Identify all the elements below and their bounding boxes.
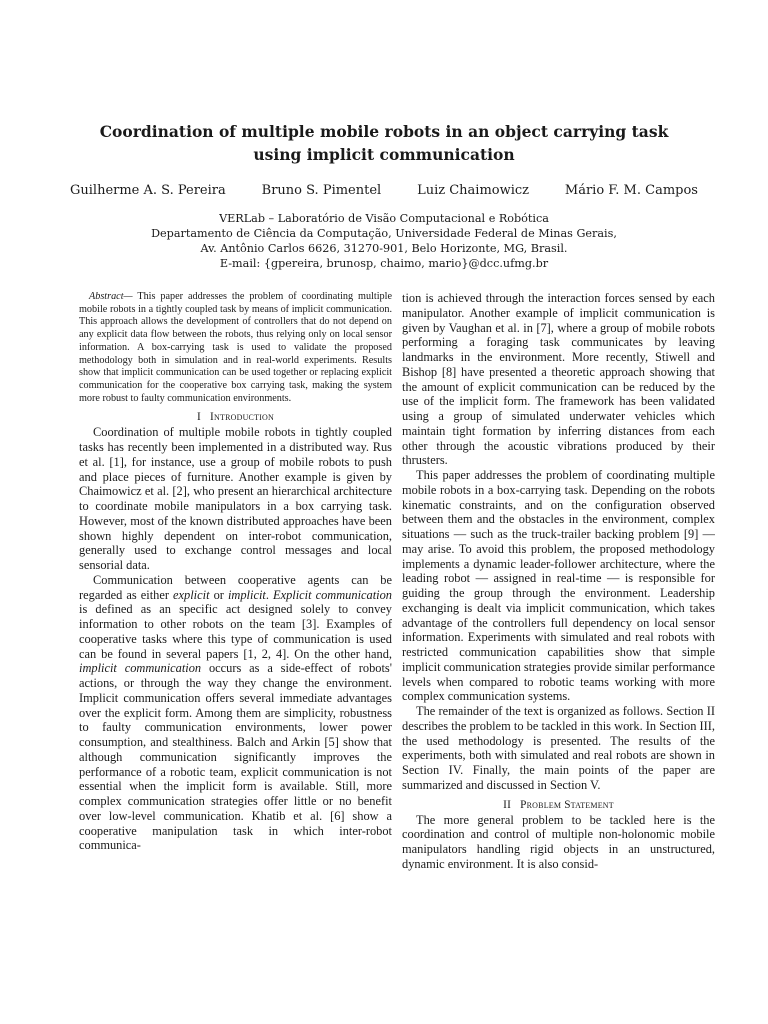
author-3: Luiz Chaimowicz <box>417 183 530 198</box>
affiliation-block <box>60 211 708 271</box>
section-heading-problem-statement <box>402 799 715 811</box>
text-run: or <box>209 587 228 602</box>
abstract-label: Abstract— <box>89 291 133 302</box>
text-run: Communication between cooperative agents can be regarded as either <box>79 572 392 602</box>
intro-paragraph-3: tion is achieved through the interaction forces sensed by each manipulator. Another example of implicit communication is given by Vaughan et al. in [7], where a group of mobile robots performing a foraging task communicates by leaving landmarks in the environment. More recently, Stiwell and Bishop [8] have presented a theoretic approach showing that the amount of explicit communication can be reduced by the use of the implicit form. The framework has been validated using a group of simulated underwater vehicles which maintain tight formation by inferring distances from each other through the acoustic vibrations produced by their thrusters. <box>402 291 715 468</box>
section-title: Problem Statement <box>520 798 614 811</box>
text-run: . <box>265 587 273 602</box>
affiliation-lab: VERLab – Laboratório de Visão Computacional e Robótica <box>219 212 549 225</box>
author-2: Bruno S. Pimentel <box>261 183 382 198</box>
section-title: Introduction <box>210 411 274 424</box>
text-run: occurs as a side-effect of robots' actions, or through the way they change the environment. Implicit communication offers several immediate advantages over the explicit form. Among them are simplicity, robustness to faulty communication environments, lower power consumption, and stealthiness. Balch and Arkin [5] show that although communication significantly improves the performance of a robotic team, explicit communication is not essential when the implicit form is available. Still, more complex communication strategies offer little or no benefit over low-level communication. Khatib et al. [6] show a cooperative manipulation task in which inter-robot communica- <box>79 661 392 853</box>
title-line-2: using implicit communication <box>253 145 515 164</box>
paper-title <box>60 120 708 166</box>
affiliation-address: Av. Antônio Carlos 6626, 31270-901, Belo Horizonte, MG, Brasil. <box>200 242 568 255</box>
affiliation-department: Departamento de Ciência da Computação, Universidade Federal de Minas Gerais, <box>151 227 617 240</box>
intro-paragraph-1: Coordination of multiple mobile robots in tightly coupled tasks has recently been implemented in a distributed way. Rus et al. [1], for instance, use a group of mobile robots to push and place pieces of furniture. Another example is given by Chaimowicz et al. [2], who present an hierarchical architecture to coordinate mobile manipulators in a box carrying task. However, most of the known distributed approaches have been shown highly dependent on inter-robot communication, generally used to exchange control messages and local sensorial data. <box>79 425 392 573</box>
intro-paragraph-2 <box>79 573 392 853</box>
section-number: II <box>503 798 512 811</box>
author-list <box>70 183 698 198</box>
left-column <box>79 291 392 1001</box>
author-4: Mário F. M. Campos <box>564 183 698 198</box>
author-1: Guilherme A. S. Pereira <box>70 183 226 198</box>
text-run: is defined as an specific act designed solely to convey information to other robots on the team [3]. Examples of cooperative tasks where this type of communication is used can be found in several papers [1, 2, 4]. On the other hand, <box>79 602 392 661</box>
emphasis-implicit-communication: implicit communication <box>79 661 202 676</box>
abstract <box>79 291 392 405</box>
right-column <box>402 291 715 1001</box>
emphasis-explicit-communication: Explicit communication <box>273 587 392 602</box>
affiliation-email: E-mail: {gpereira, brunosp, chaimo, mario}@dcc.ufmg.br <box>219 257 549 270</box>
emphasis-implicit: implicit <box>227 587 266 602</box>
section-heading-introduction <box>79 411 392 423</box>
emphasis-explicit: explicit <box>173 587 210 602</box>
intro-paragraph-5: The remainder of the text is organized as follows. Section II describes the problem to be tackled in this work. In Section III, the used methodology is presented. The results of the experiments, both with simulated and real robots are shown in Section IV. Finally, the main points of the paper are summarized and discussed in Section V. <box>402 704 715 792</box>
title-line-1: Coordination of multiple mobile robots in an object carrying task <box>99 122 669 141</box>
intro-paragraph-4: This paper addresses the problem of coordinating multiple mobile robots in a box-carrying task. Depending on the robots kinematic constraints, and on the configuration observed between them and the obstacles in the environment, complex situations — such as the truck-trailer backing problem [9] — may arise. To avoid this problem, the proposed methodology implements a dynamic leader-follower architecture, where the leading robot — assigned in real-time — is responsible for guiding the group through the environment. Leadership exchanging is dealt via implicit communication, which takes advantage of the controllers full dependency on local sensor information. Experiments with simulated and real robots with restricted communication capabilities show that simple implicit communication strategies provide similar performance levels when compared to robotic teams working with more complex communication systems. <box>402 468 715 704</box>
abstract-text: This paper addresses the problem of coordinating multiple mobile robots in a tightly coupled task by means of implicit communication. This approach allows the development of controllers that do not depend on any explicit data flow between the robots, thus relying only on local sensor information. A box-carrying task is used to validate the proposed methodology both in simulation and in real-world experiments. Results show that implicit communication can be used together or replacing explicit communication for the cooperative box carrying task, making the system more robust to faulty communication environments. <box>79 291 392 404</box>
problem-paragraph-1: The more general problem to be tackled here is the coordination and control of multiple non-holonomic mobile manipulators handling rigid objects in an unstructured, dynamic environment. It is also consid- <box>402 812 715 871</box>
section-number: I <box>197 411 201 424</box>
